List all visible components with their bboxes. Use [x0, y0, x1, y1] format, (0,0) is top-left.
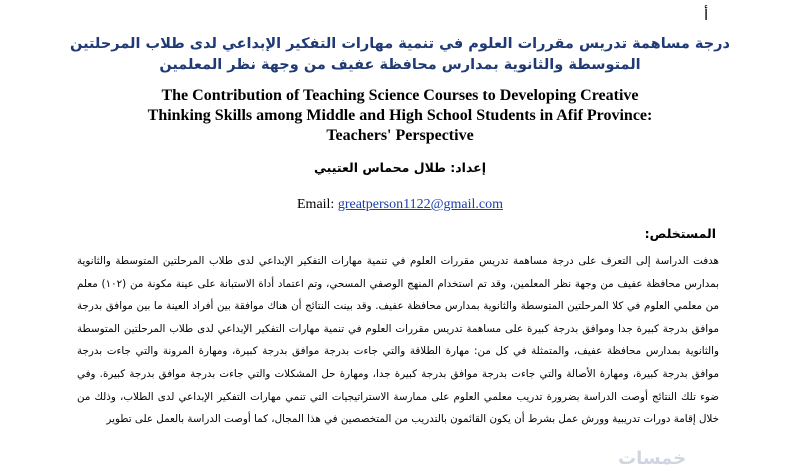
arabic-title-line-2: المتوسطة والثانوية بمدارس محافظة عفيف من وجهة نظر المعلمين: [159, 57, 641, 73]
arabic-title: [60, 34, 740, 76]
english-title-line-3: Teachers' Perspective: [326, 127, 474, 144]
abstract-body: هدفت الدراسة إلى التعرف على درجة مساهمة تدريس مقررات العلوم في تنمية مهارات التفكير الإبداعي لدى طلاب المرحلتين المتوسطة والثانوية بمدارس محافظة عفيف من وجهة نظر المعلمين، وقد تم استخدام المنهج الوصفي المسحي، وتم اعتماد أداة الاستبانة على عينة مكونة من (١٠٢) معلم من معلمي العلوم في كلا المرحلتين المتوسطة والثانوية بمدارس محافظة عفيف. وقد بينت النتائج أن هناك موافقة بين أفراد العينة ما بين موافق بدرجة موافق بدرجة كبيرة جدا وموافق بدرجة كبيرة على مساهمة تدريس مقررات العلوم في تنمية مهارات التفكير الإبداعي لدى طلاب المرحلتين المتوسطة والثانوية بمدارس محافظة عفيف، والمتمثلة في كل من: مهارة الطلاقة والتي جاءت بدرجة موافق بدرجة كبيرة، ومهارة المرونة والتي جاءت بدرجة موافق بدرجة كبيرة، ومهارة الأصالة والتي جاءت بدرجة موافق بدرجة كبيرة جدا، ومهارة حل المشكلات والتي جاءت بدرجة موافق بدرجة كبيرة. وفي ضوء تلك النتائج أوصت الدراسة بضرورة تدريب معلمي العلوم على ممارسة الاستراتيجيات التي تنمي مهارات التفكير الإبداعي لدى الطلاب، وذلك من خلال إقامة دورات تدريبية وورش عمل بشرط أن يكون القائمون بالتدريب من المتخصصين في هذا المجال، كما أوصت الدراسة بالعمل على تطوير: [77, 255, 719, 426]
abstract-heading: المستخلص:: [644, 226, 716, 241]
arabic-title-line-1: درجة مساهمة تدريس مقررات العلوم في تنمية مهارات التفكير الإبداعي لدى طلاب المرحلتين: [70, 36, 730, 52]
english-title-line-1: The Contribution of Teaching Science Courses to Developing Creative: [161, 87, 639, 104]
author-line: إعداد: طلال محماس العتيبي: [314, 160, 486, 175]
email-link[interactable]: greatperson1122@gmail.com: [337, 197, 503, 212]
email-label: Email:: [297, 197, 335, 212]
email-line: [150, 197, 650, 213]
page-number-mark: أ: [704, 8, 709, 24]
english-title: [60, 86, 740, 146]
watermark-logo: خمسات: [618, 448, 687, 469]
english-title-line-2: Thinking Skills among Middle and High School Students in Afif Province:: [147, 107, 653, 124]
